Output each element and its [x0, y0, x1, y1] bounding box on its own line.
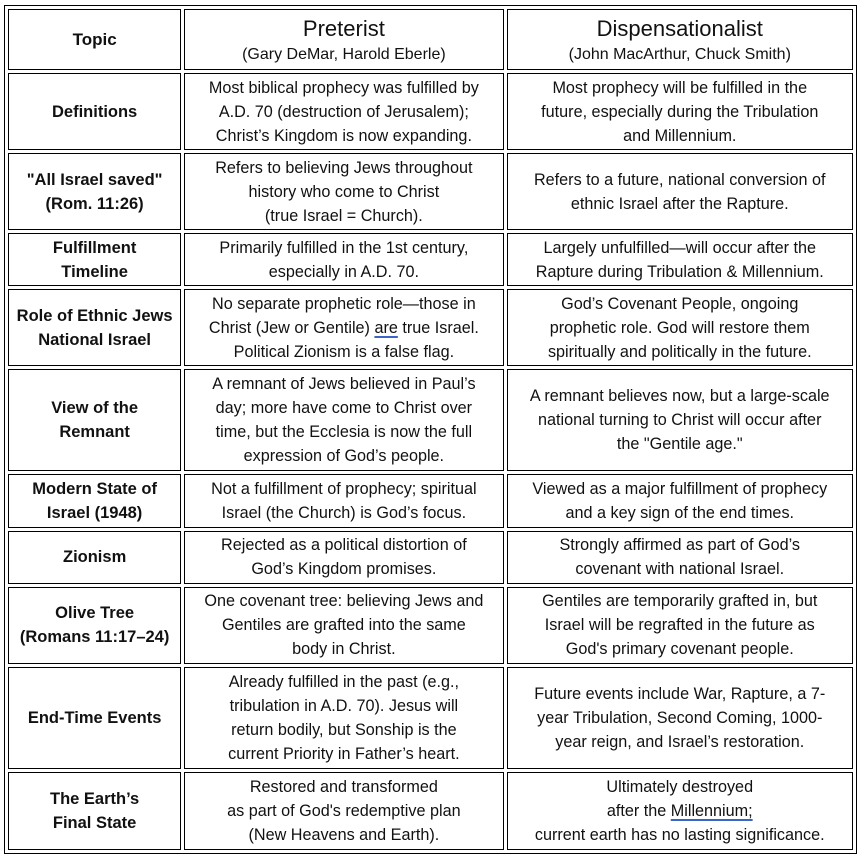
- table-row: [8, 153, 853, 230]
- text-line: God’s Covenant People, ongoing: [561, 294, 799, 313]
- text-line: Already fulfilled in the past (e.g.,: [228, 672, 460, 691]
- header-dispensationalist-cell: [507, 9, 853, 70]
- text-line: God's primary covenant people.: [565, 640, 794, 659]
- preterist-cell: [184, 233, 503, 286]
- text-line: as part of God's redemptive plan: [227, 802, 461, 821]
- dispensationalist-subtitle: (John MacArthur, Chuck Smith): [568, 45, 791, 63]
- header-row: [8, 9, 853, 70]
- text-line: current Priority in Father’s heart.: [228, 744, 460, 763]
- text-line: ethnic Israel after the Rapture.: [570, 194, 789, 213]
- preterist-cell: [184, 73, 503, 150]
- preterist-cell: [184, 474, 503, 527]
- comparison-table-frame: [4, 5, 857, 854]
- preterist-cell: [184, 369, 503, 471]
- text-line: A remnant believes now, but a large-scale: [529, 387, 830, 406]
- table-row: [8, 369, 853, 471]
- topic-line: (Romans 11:17–24): [19, 628, 170, 647]
- text-line: time, but the Ecclesia is now the full: [215, 423, 473, 442]
- topic-cell: [8, 474, 181, 527]
- topic-cell: [8, 369, 181, 471]
- text-line: year Tribulation, Second Coming, 1000-: [537, 708, 823, 727]
- topic-cell: [8, 289, 181, 366]
- text-line: expression of God’s people.: [243, 447, 445, 466]
- topic-line: View of the: [51, 399, 139, 418]
- text-line: (New Heavens and Earth).: [248, 826, 440, 845]
- text-line: day; more have come to Christ over: [215, 399, 473, 418]
- topic-line: Remnant: [59, 423, 130, 442]
- underlined-word: are: [374, 318, 398, 337]
- topic-line: Role of Ethnic Jews: [16, 306, 173, 325]
- dispensationalist-cell: [507, 73, 853, 150]
- text-line: Primarily fulfilled in the 1st century,: [219, 238, 469, 257]
- dispensationalist-cell: [507, 153, 853, 230]
- topic-cell: [8, 587, 181, 664]
- topic-line: Israel (1948): [46, 504, 143, 523]
- underlined-word: Millennium;: [670, 802, 753, 821]
- topic-line: "All Israel saved": [26, 170, 163, 189]
- text-line: Rapture during Tribulation & Millennium.: [535, 262, 824, 281]
- table-row: [8, 73, 853, 150]
- text-line: the "Gentile age.": [616, 435, 743, 454]
- table-row: [8, 587, 853, 664]
- text-line: Christ (Jew or Gentile) are true Israel.: [208, 318, 479, 337]
- text-line: year reign, and Israel’s restoration.: [555, 732, 805, 751]
- text-line: Israel (the Church) is God’s focus.: [221, 504, 467, 523]
- dispensationalist-cell: [507, 587, 853, 664]
- text-line: Rejected as a political distortion of: [221, 536, 467, 555]
- text-line: Not a fulfillment of prophecy; spiritual: [211, 480, 477, 499]
- text-line: Viewed as a major fulfillment of prophecy: [532, 480, 828, 499]
- topic-cell: [8, 531, 181, 584]
- topic-line: Definitions: [51, 102, 138, 121]
- topic-cell: [8, 667, 181, 769]
- topic-cell: [8, 73, 181, 150]
- topic-line: Zionism: [62, 548, 127, 567]
- text-line: (true Israel = Church).: [264, 206, 423, 225]
- text-line: Christ’s Kingdom is now expanding.: [215, 126, 472, 145]
- topic-cell: [8, 772, 181, 850]
- topic-line: Fulfillment: [52, 238, 137, 257]
- text-line: Most biblical prophecy was fulfilled by: [208, 78, 479, 97]
- dispensationalist-cell: [507, 531, 853, 584]
- preterist-cell: [184, 531, 503, 584]
- text-line: and Millennium.: [623, 126, 737, 145]
- table-row: [8, 233, 853, 286]
- text-line: especially in A.D. 70.: [268, 262, 419, 281]
- text-line: current earth has no lasting significance.: [534, 826, 825, 845]
- text-line: prophetic role. God will restore them: [549, 318, 810, 337]
- text-line: Refers to a future, national conversion of: [533, 170, 826, 189]
- table-row: [8, 531, 853, 584]
- topic-line: Modern State of: [32, 480, 157, 499]
- text-line: Most prophecy will be fulfilled in the: [552, 78, 808, 97]
- table-row: [8, 289, 853, 366]
- text-line: Gentiles are grafted into the same: [221, 616, 466, 635]
- table-row: [8, 772, 853, 850]
- text-line: Israel will be regrafted in the future as: [544, 616, 815, 635]
- header-preterist-cell: [184, 9, 503, 70]
- text-line: history who come to Christ: [248, 182, 440, 201]
- dispensationalist-cell: [507, 289, 853, 366]
- dispensationalist-cell: [507, 233, 853, 286]
- dispensationalist-cell: [507, 474, 853, 527]
- topic-line: The Earth’s: [49, 790, 140, 809]
- text-line: national turning to Christ will occur after: [538, 411, 822, 430]
- text-line: Future events include War, Rapture, a 7-: [534, 684, 826, 703]
- text-line: A remnant of Jews believed in Paul’s: [212, 375, 476, 394]
- text-line: Ultimately destroyed: [606, 778, 754, 797]
- text-line: return bodily, but Sonship is the: [231, 720, 457, 739]
- text-line: covenant with national Israel.: [575, 560, 785, 579]
- text-line: future, especially during the Tribulation: [541, 102, 819, 121]
- text-line: Refers to believing Jews throughout: [215, 158, 473, 177]
- text-line: tribulation in A.D. 70). Jesus will: [229, 696, 459, 715]
- preterist-cell: [184, 289, 503, 366]
- text-line: spiritually and politically in the future.: [547, 342, 812, 361]
- text-line: Political Zionism is a false flag.: [233, 342, 455, 361]
- text-line: A.D. 70 (destruction of Jerusalem);: [218, 102, 469, 121]
- table-row: [8, 667, 853, 769]
- preterist-subtitle: (Gary DeMar, Harold Eberle): [242, 45, 446, 63]
- topic-line: National Israel: [38, 330, 152, 349]
- topic-cell: [8, 233, 181, 286]
- dispensationalist-title: Dispensationalist: [596, 15, 763, 41]
- preterist-cell: [184, 587, 503, 664]
- dispensationalist-cell: [507, 667, 853, 769]
- text-line: Largely unfulfilled—will occur after the: [543, 238, 817, 257]
- text-line: One covenant tree: believing Jews and: [204, 592, 484, 611]
- table-row: [8, 474, 853, 527]
- text-line: Gentiles are temporarily grafted in, but: [542, 592, 818, 611]
- dispensationalist-cell: [507, 369, 853, 471]
- text-line: and a key sign of the end times.: [565, 504, 795, 523]
- header-topic-cell: Topic: [8, 9, 181, 70]
- topic-cell: [8, 153, 181, 230]
- topic-line: Olive Tree: [55, 604, 135, 623]
- text-line: No separate prophetic role—those in: [212, 294, 476, 313]
- text-line: after the Millennium;: [606, 802, 753, 821]
- topic-line: Final State: [52, 814, 137, 833]
- topic-line: End-Time Events: [27, 708, 162, 727]
- preterist-cell: [184, 772, 503, 850]
- text-line: Strongly affirmed as part of God’s: [559, 536, 801, 555]
- text-line: Restored and transformed: [249, 778, 438, 797]
- text-line: God’s Kingdom promises.: [251, 560, 437, 579]
- comparison-table: [5, 6, 856, 853]
- preterist-cell: [184, 153, 503, 230]
- topic-line: (Rom. 11:26): [45, 194, 144, 213]
- dispensationalist-cell: [507, 772, 853, 850]
- preterist-title: Preterist: [302, 15, 385, 41]
- topic-line: Timeline: [61, 262, 128, 281]
- text-line: body in Christ.: [292, 640, 396, 659]
- preterist-cell: [184, 667, 503, 769]
